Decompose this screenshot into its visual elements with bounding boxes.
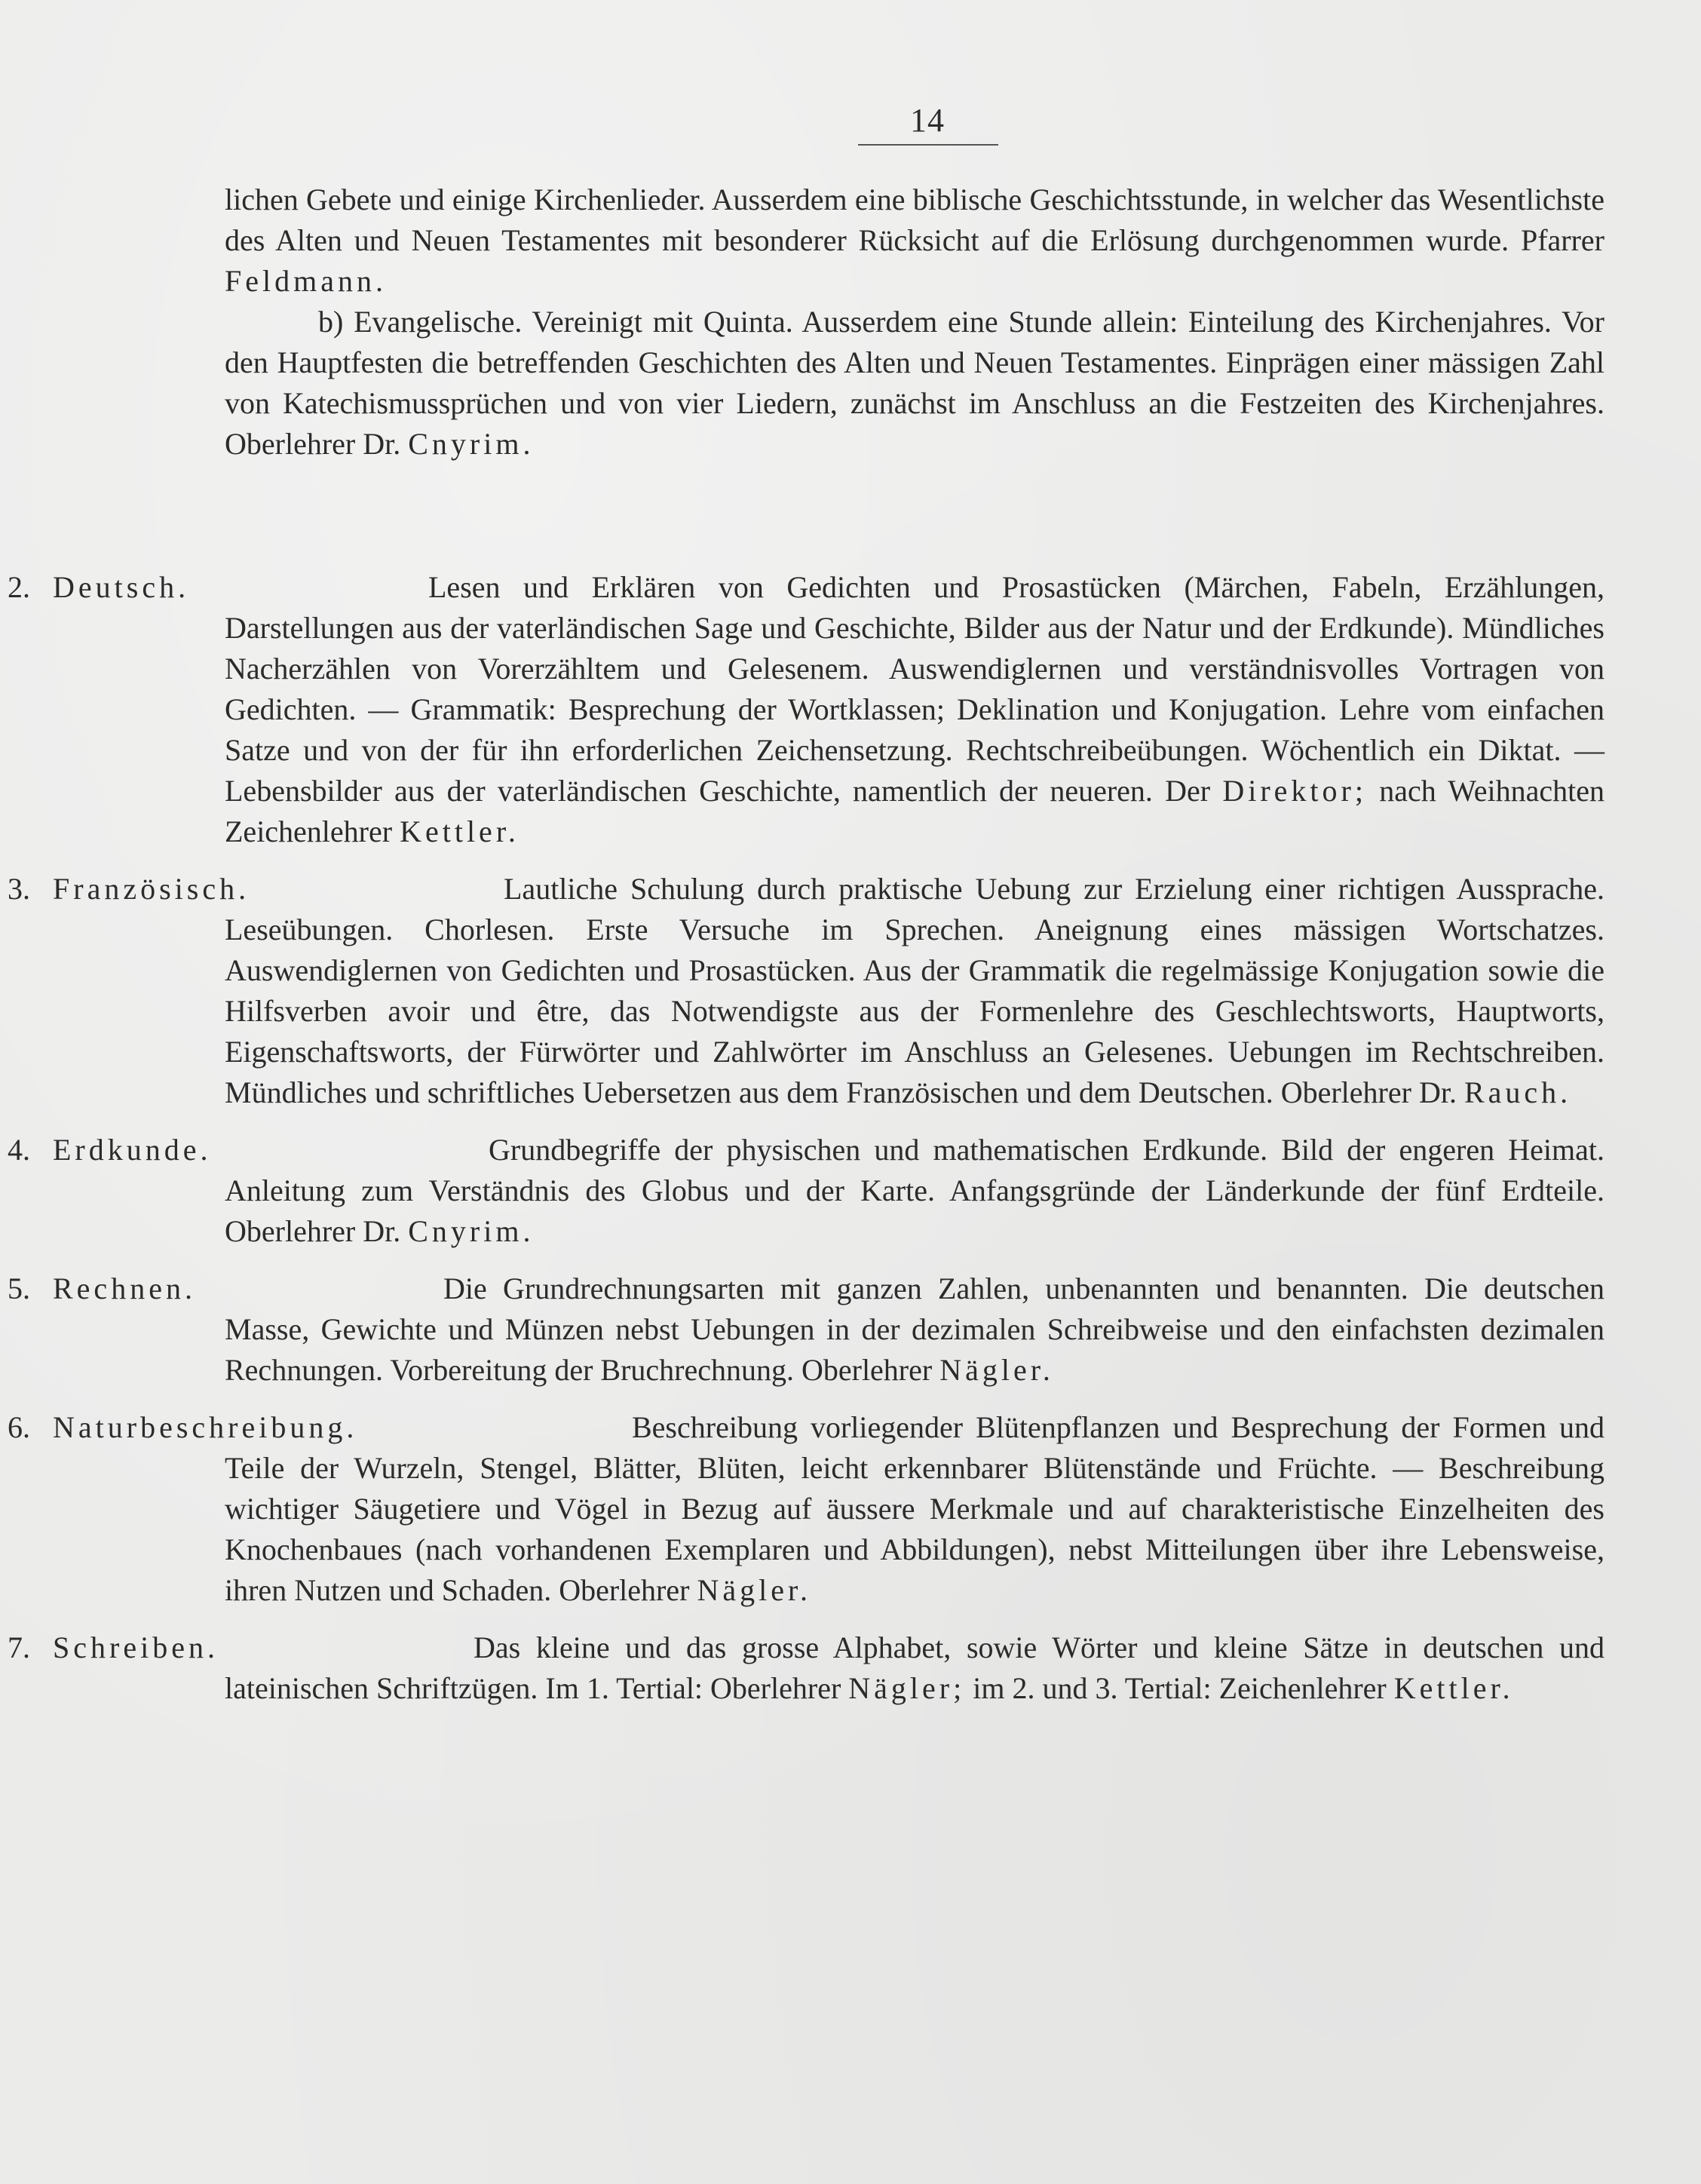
teacher-name: Nägler. (939, 1353, 1054, 1387)
entry-number: 3. (8, 872, 30, 906)
paragraph-1-text: lichen Gebete und einige Kirchenlieder. Ausserdem eine biblische Geschichtsstunde, in welcher das Wesentlichste des Alten und Neuen Testamentes mit besonderer Rücksicht auf die Erlösung durchgenommen wurde. Pfarrer (225, 183, 1604, 257)
entry-text: Die Grundrechnungsarten mit ganzen Zahlen, unbenannten und benannten. Die deutschen Masse, Gewichte und Münzen nebst Uebungen in der dezimalen Schreibweise und den einfachsten dezimalen Rechnungen. Vorbereitung der Bruchrechnung. Oberlehrer (225, 1271, 1604, 1387)
entry-title: Rechnen. (53, 1271, 196, 1305)
entry-title: Französisch. (53, 872, 250, 906)
entry-text: Beschreibung vorliegender Blütenpflanzen und Besprechung der Formen und Teile der Wurzeln, Stengel, Blätter, Blüten, leicht erkennbarer Blütenstände und Früchte. — Beschreibung wichtiger Säugetiere und Vögel in Bezug auf äussere Merkmale und auf charakteristische Einzelheiten des Knochenbaues (nach vorhandenen Exemplaren und Abbildungen), nebst Mitteilungen über ihre Lebensweise, ihren Nutzen und Schaden. Oberlehrer (225, 1410, 1604, 1607)
teacher-name: Nägler. (697, 1573, 812, 1607)
entry-title: Erdkunde. (53, 1133, 212, 1167)
paragraph-2-text: b) Evangelische. Vereinigt mit Quinta. Ausserdem eine Stunde allein: Einteilung des Kirchenjahres. Vor den Hauptfesten die betreffenden Geschichten des Alten und Neuen Testamentes. Einprägen einer mässigen Zahl von Katechismussprüchen und von vier Liedern, zunächst im Anschluss an die Festzeiten des Kirchenjahres. Oberlehrer Dr. (225, 305, 1604, 461)
entry-number: 7. (8, 1630, 30, 1664)
entry-text: Das kleine und das grosse Alphabet, sowie Wörter und kleine Sätze in deutschen und lateinischen Schriftzügen. Im 1. Tertial: Oberlehrer (225, 1630, 1604, 1705)
subject-entry-rechnen (8, 1268, 1604, 1391)
paragraph-evangelical-religion (225, 302, 1604, 465)
entry-text: Grundbegriffe der physischen und mathematischen Erdkunde. Bild der engeren Heimat. Anleitung zum Verständnis des Globus und der Karte. Anfangsgründe der Länderkunde der fünf Erdteile. Oberlehrer Dr. (225, 1133, 1604, 1248)
entry-number: 6. (8, 1410, 30, 1444)
subject-list (8, 567, 1604, 1725)
teacher-name: Kettler. (1393, 1671, 1514, 1705)
entry-number: 5. (8, 1271, 30, 1305)
entry-text-2: nach Weihnachten Zeichenlehrer (225, 774, 1604, 848)
entry-text-2: im 2. und 3. Tertial: Zeichenlehrer (973, 1671, 1387, 1705)
subject-entry-franzoesisch (8, 869, 1604, 1113)
teacher-name: Direktor; (1222, 774, 1367, 808)
page-number: 14 (910, 102, 945, 139)
continuation-text (225, 179, 1604, 465)
teacher-name-feldmann: Feldmann. (225, 264, 387, 298)
subject-entry-naturbeschreibung (8, 1407, 1604, 1611)
entry-body (225, 1130, 1604, 1252)
entry-text: Lesen und Erklären von Gedichten und Prosastücken (Märchen, Fabeln, Erzählungen, Darstellungen aus der vaterländischen Sage und Geschichte, Bilder aus der Natur und der Erdkunde). Mündliches Nacherzählen von Vorerzähltem und Gelesenem. Auswendiglernen und verständnisvolles Vortragen von Gedichten. — Grammatik: Besprechung der Wortklassen; Deklination und Konjugation. Lehre vom einfachen Satze und von der für ihn erforderlichen Zeichensetzung. Rechtschreibeübungen. Wöchentlich ein Diktat. — Lebensbilder aus der vaterländischen Geschichte, namentlich der neueren. Der (225, 570, 1604, 808)
teacher-name-cnyrim: Cnyrim. (408, 427, 535, 461)
entry-body (225, 869, 1604, 1113)
page-number-container (852, 104, 1003, 137)
entry-body (225, 1268, 1604, 1391)
entry-number: 2. (8, 570, 30, 604)
subject-entry-deutsch (8, 567, 1604, 852)
entry-body (225, 1627, 1604, 1709)
entry-body (225, 567, 1604, 852)
entry-title: Schreiben. (53, 1630, 219, 1664)
entry-body (225, 1407, 1604, 1611)
teacher-name: Nägler; (848, 1671, 966, 1705)
entry-number: 4. (8, 1133, 30, 1167)
teacher-name: Kettler. (400, 814, 519, 848)
subject-entry-erdkunde (8, 1130, 1604, 1252)
entry-title: Naturbeschreibung. (53, 1410, 358, 1444)
teacher-name: Cnyrim. (408, 1214, 535, 1248)
subject-entry-schreiben (8, 1627, 1604, 1709)
page-number-underline (858, 144, 998, 146)
entry-text: Lautliche Schulung durch praktische Uebung zur Erzielung einer richtigen Aussprache. Leseübungen. Chorlesen. Erste Versuche im Sprechen. Aneignung eines mässigen Wortschatzes. Auswendiglernen von Gedichten und Prosastücken. Aus der Grammatik die regelmässige Konjugation sowie die Hilfsverben avoir und être, das Notwendigste aus der Formenlehre des Geschlechtsworts, Hauptworts, Eigenschaftsworts, der Fürwörter und Zahlwörter im Anschluss an Gelesenes. Uebungen im Rechtschreiben. Mündliches und schriftliches Uebersetzen aus dem Französischen und dem Deutschen. Oberlehrer Dr. (225, 872, 1604, 1109)
teacher-name: Rauch. (1463, 1075, 1572, 1109)
paragraph-catholic-religion (225, 179, 1604, 302)
entry-title: Deutsch. (53, 570, 190, 604)
